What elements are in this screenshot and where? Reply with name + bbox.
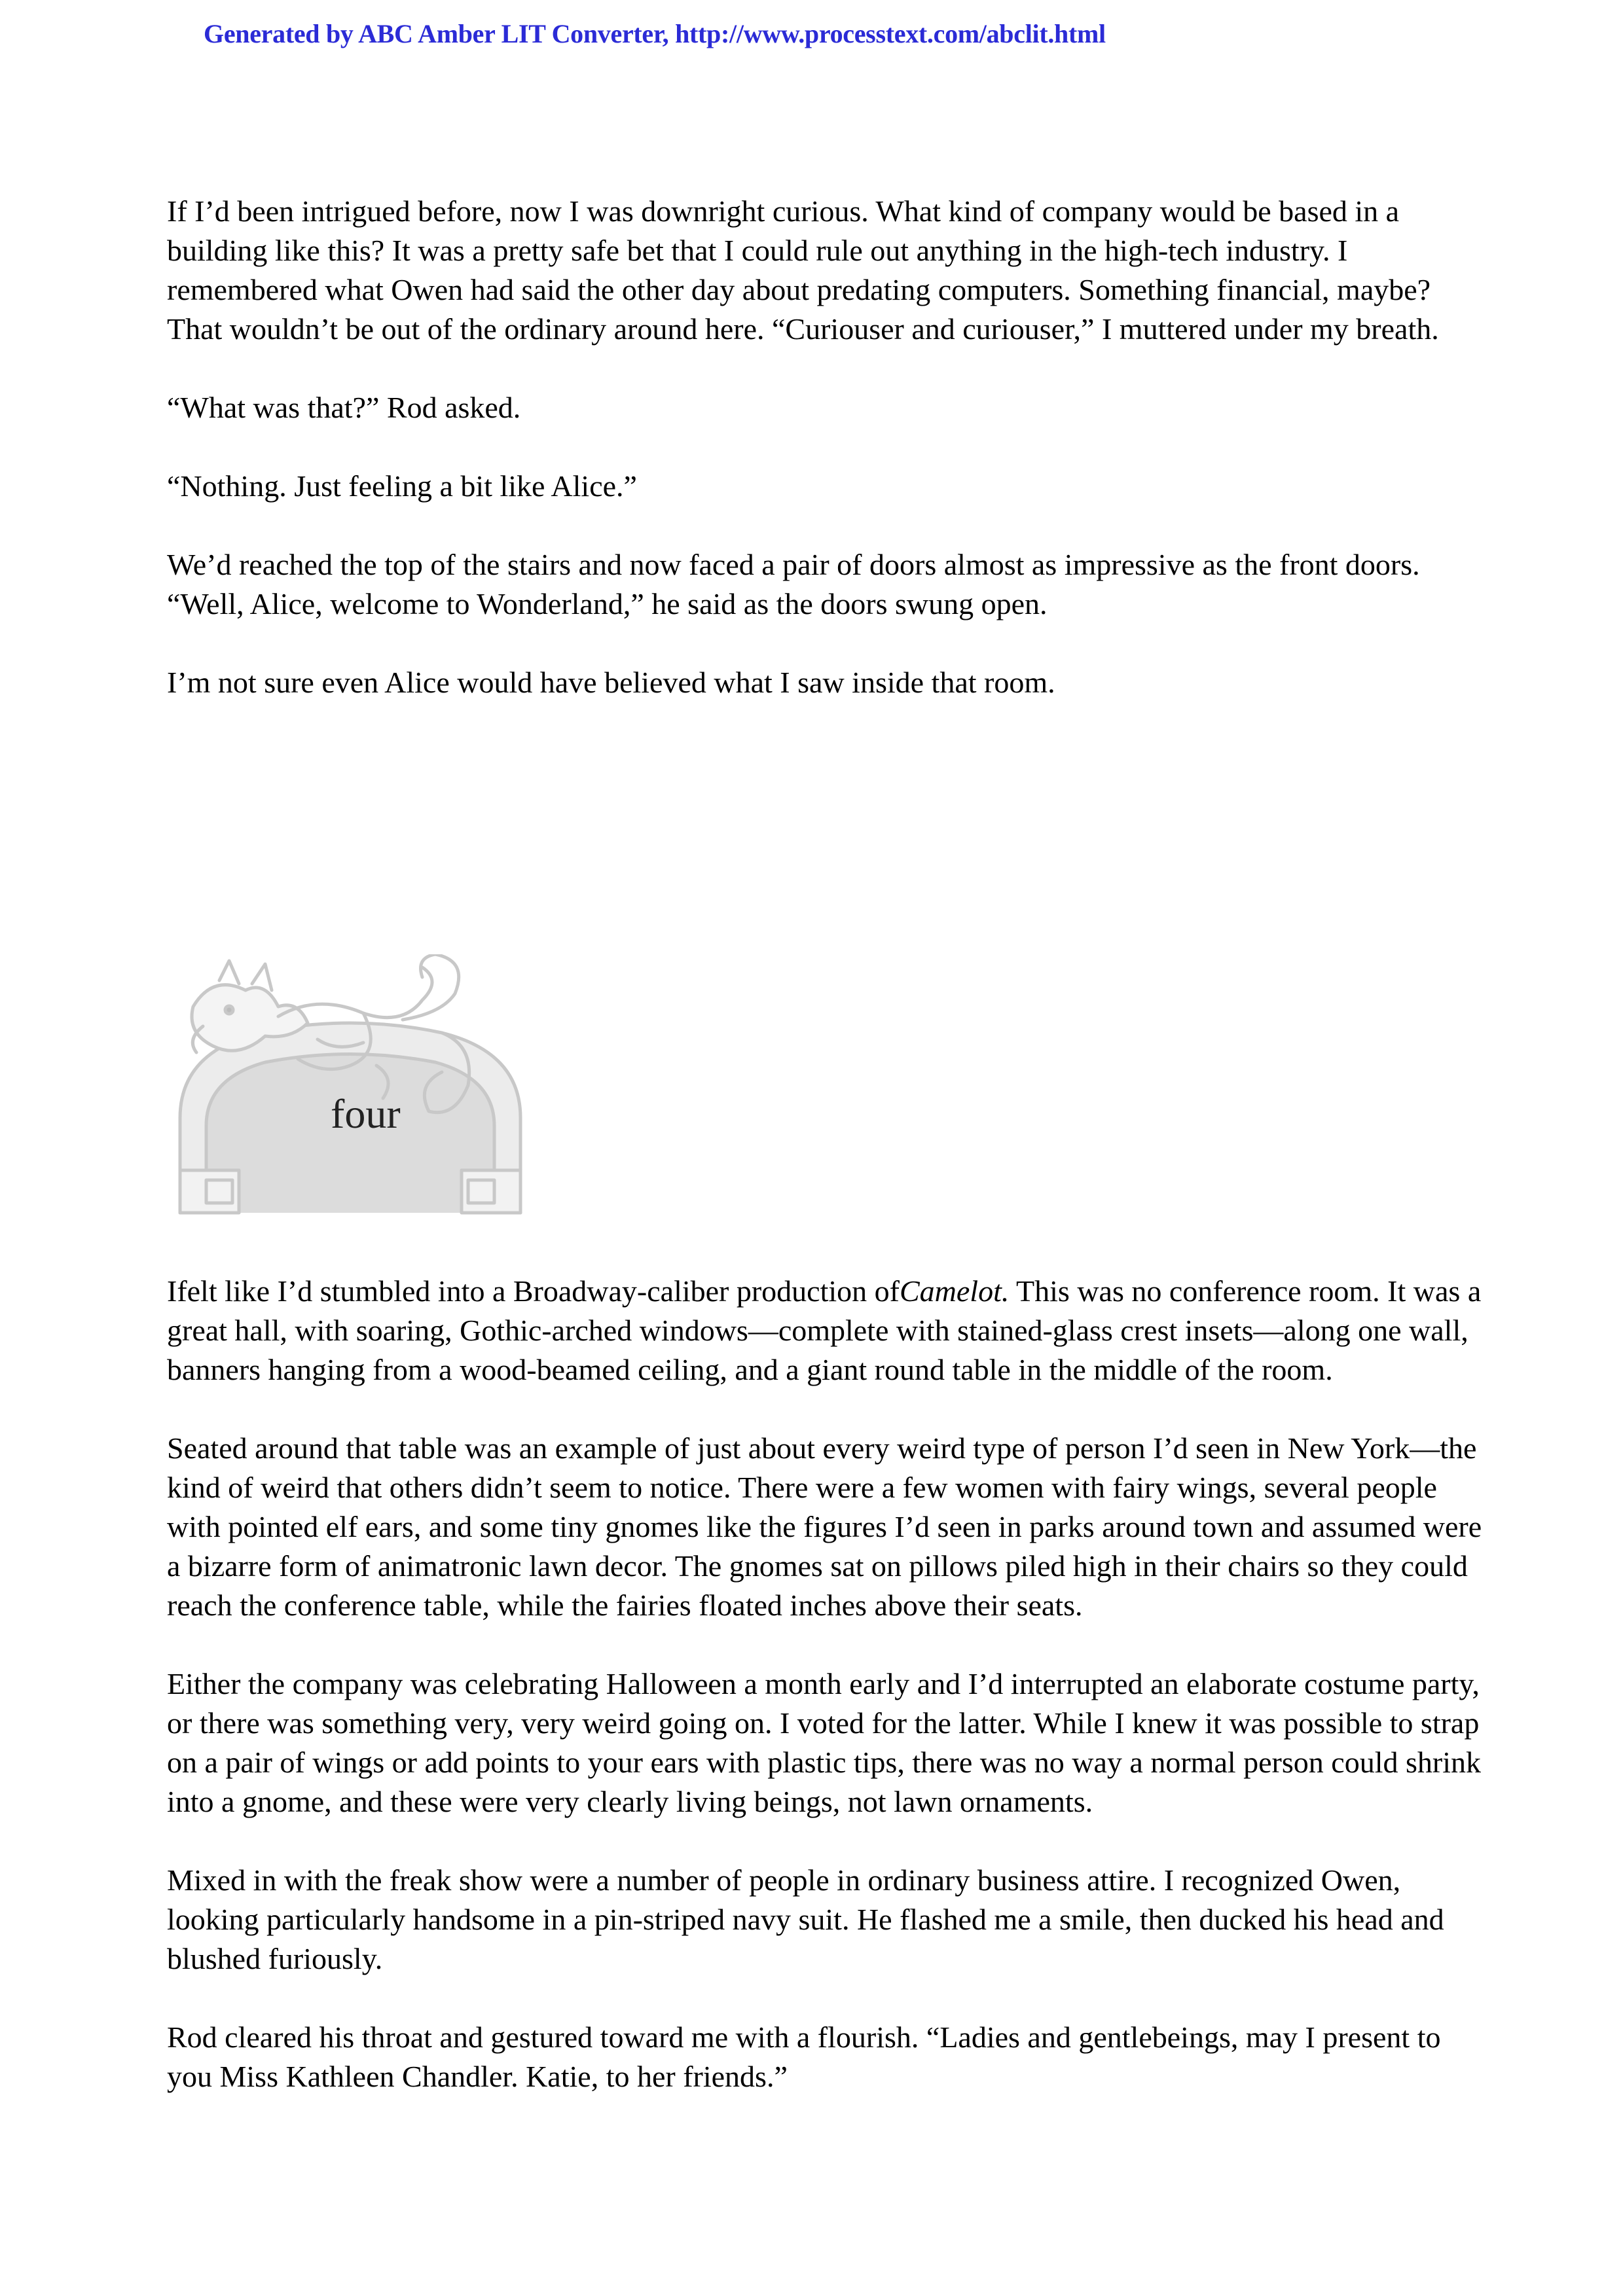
chapter-three-ending <box>167 192 1489 742</box>
chapter-heading-image <box>167 954 534 1230</box>
paragraph: I’m not sure even Alice would have believed what I saw inside that room. <box>167 666 1055 699</box>
converter-header-link[interactable]: Generated by ABC Amber LIT Converter, http://www.processtext.com/abclit.html <box>204 19 1106 48</box>
italic-title: Camelot. <box>899 1274 1010 1308</box>
paragraph: Seated around that table was an example of just about every weird type of person I’d seen in New York—the kind of weird that others didn’t seem to notice. There were a few women with fairy wings, several people with pointed elf ears, and some tiny gnomes like the figures I’d seen in parks around town and assumed were a bizarre form of animatronic lawn decor. The gnomes sat on pillows piled high in their chairs so they could reach the conference table, while the fairies floated inches above their seats. <box>167 1431 1482 1622</box>
paragraph: Mixed in with the freak show were a number of people in ordinary business attire. I recognized Owen, looking particularly handsome in a pin-striped navy suit. He flashed me a smile, then ducked his head and blushed furiously. <box>167 1863 1444 1975</box>
paragraph: “What was that?” Rod asked. <box>167 391 521 424</box>
paragraph: Either the company was celebrating Halloween a month early and I’d interrupted an elaborate costume party, or there was something very, very weird going on. I voted for the latter. While I knew it was possible to strap on a pair of wings or add points to your ears with plastic tips, there was no way a normal person could shrink into a gnome, and these were very clearly living beings, not lawn ornaments. <box>167 1667 1481 1818</box>
chapter-number-label: four <box>331 1090 401 1137</box>
paragraph: If I’d been intrigued before, now I was downright curious. What kind of company would be based in a building like this? It was a pretty safe bet that I could rule out anything in the high-tech industry. I remembered what Owen had said the other day about predating computers. Something financial, maybe? That wouldn’t be out of the ordinary around here. “Curiouser and curiouser,” I muttered under my breath. <box>167 194 1439 346</box>
paragraph: Rod cleared his throat and gestured toward me with a flourish. “Ladies and gentlebeings, may I present to you Miss Kathleen Chandler. Katie, to her friends.” <box>167 2020 1441 2093</box>
paragraph-text: Ifelt like I’d stumbled into a Broadway-caliber production of <box>167 1274 900 1308</box>
chapter-four-text <box>167 1272 1489 2136</box>
paragraph: We’d reached the top of the stairs and now faced a pair of doors almost as impressive as the front doors. “Well, Alice, welcome to Wonderland,” he said as the doors swung open. <box>167 548 1420 620</box>
paragraph-text: This was no conference room. It was a great hall, with soaring, Gothic-arched windows—complete with stained-glass crest insets—along one wall, banners hanging from a wood-beamed ceiling, and a giant round table in the middle of the room. <box>167 1274 1482 1386</box>
paragraph <box>167 1272 1489 1390</box>
dragon-chapter-illustration-icon <box>167 954 534 1230</box>
paragraph: “Nothing. Just feeling a bit like Alice.” <box>167 469 637 503</box>
